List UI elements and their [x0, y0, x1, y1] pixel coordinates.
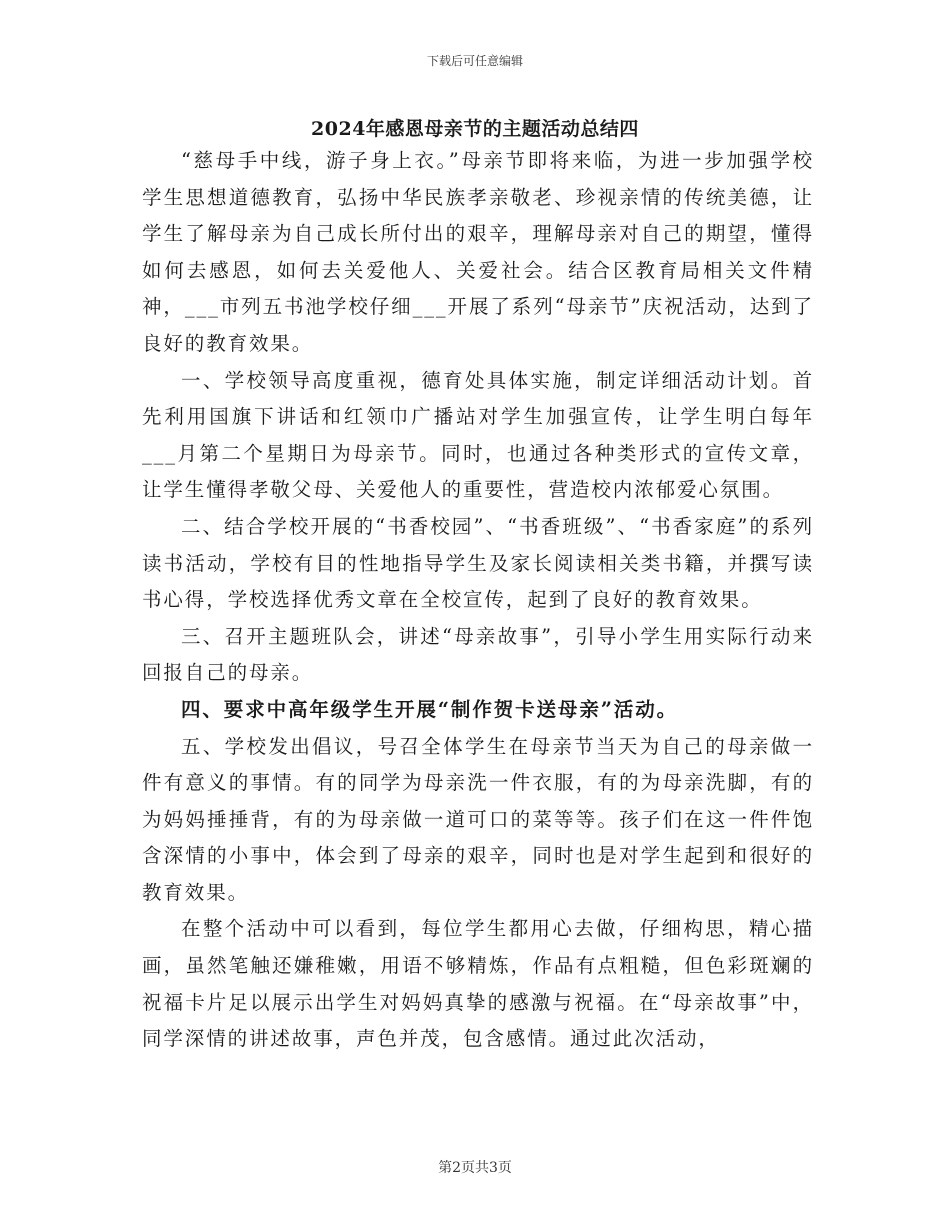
paragraph-section-1: 一、学校领导高度重视，德育处具体实施，制定详细活动计划。首先利用国旗下讲话和红领巾广播站对学生加强宣传，让学生明白每年___月第二个星期日为母亲节。同时，也通过各种类形式的宣传文章，让学生懂得孝敬父母、关爱他人的重要性，营造校内浓郁爱心氛围。 — [142, 368, 814, 502]
paragraph-section-3: 三、召开主题班队会，讲述“母亲故事”，引导小学生用实际行动来回报自己的母亲。 — [142, 624, 814, 685]
paragraph-intro: “慈母手中线，游子身上衣。”母亲节即将来临，为进一步加强学校学生思想道德教育，弘扬中华民族孝亲敬老、珍视亲情的传统美德，让学生了解母亲为自己成长所付出的艰辛，理解母亲对自己的期望，懂得如何去感恩，如何去关爱他人、关爱社会。结合区教育局相关文件精神，___市列五书池学校仔细___开展了系列“母亲节”庆祝活动，达到了良好的教育效果。 — [142, 149, 814, 355]
header-note: 下载后可任意编辑 — [426, 54, 523, 68]
paragraph-summary: 在整个活动中可以看到，每位学生都用心去做，仔细构思，精心描画，虽然笔触还嫌稚嫩，用语不够精炼，作品有点粗糙，但色彩斑斓的祝福卡片足以展示出学生对妈妈真挚的感激与祝福。在“母亲故事”中，同学深情的讲述故事，声色并茂，包含感情。通过此次活动， — [142, 917, 814, 1051]
page-number: 第2页共3页 — [438, 1160, 512, 1176]
paragraph-section-5: 五、学校发出倡议，号召全体学生在母亲节当天为自己的母亲做一件有意义的事情。有的同学为母亲洗一件衣服，有的为母亲洗脚，有的为妈妈捶捶背，有的为母亲做一道可口的菜等等。孩子们在这一件件饱含深情的小事中，体会到了母亲的艰辛，同时也是对学生起到和很好的教育效果。 — [142, 734, 814, 904]
document-body — [142, 143, 814, 1058]
paragraph-section-2: 二、结合学校开展的“书香校园”、“书香班级”、“书香家庭”的系列读书活动，学校有目的性地指导学生及家长阅读相关类书籍，并撰写读书心得，学校选择优秀文章在全校宣传，起到了良好的教育效果。 — [142, 514, 814, 612]
document-title: 2024年感恩母亲节的主题活动总结四 — [311, 118, 639, 140]
paragraph-section-4: 四、要求中高年级学生开展“制作贺卡送母亲”活动。 — [181, 697, 679, 721]
